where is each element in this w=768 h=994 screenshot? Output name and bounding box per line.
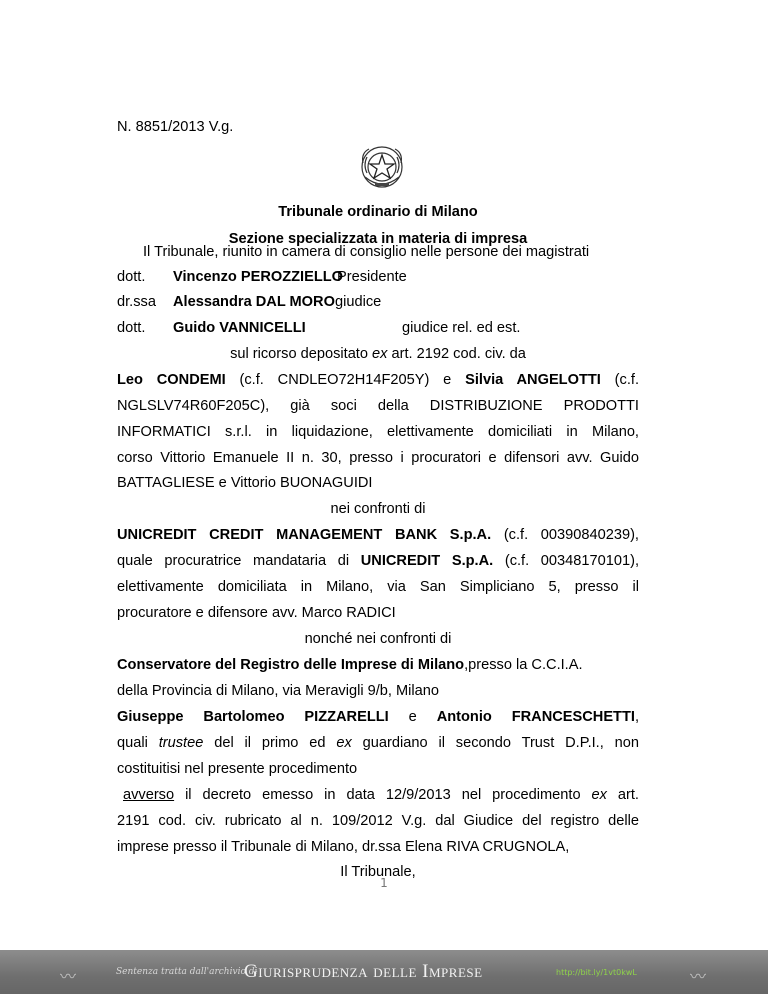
trustees-line-3: costituitisi nel presente procedimento [117,761,358,777]
petition-line [117,345,639,363]
applicants-line-2: NGLSLV74R60F205C), già soci della DISTRIBUZIONE PRODOTTI [117,398,639,414]
respondent-line-1 [117,526,639,544]
judge-name: Vincenzo PEROZZIELLO [173,269,344,285]
trustee-name: Giuseppe Bartolomeo PIZZARELLI [117,709,389,725]
trustee-text: quali [117,735,148,751]
ornament-icon: 〰 [60,969,77,986]
applicants-line-1 [117,371,639,389]
respondent-line-4: procuratore e difensore avv. Marco RADICI [117,605,396,621]
registrar-text: ,presso la C.C.I.A. [464,657,583,673]
footer-source-label: Sentenza tratta dall'archivio di [116,967,258,977]
judge-title: dott. [117,269,146,285]
intro-text: Il Tribunale, riunito in camera di consiglio nelle persone dei magistrati [143,244,590,260]
footer-brand: Giurisprudenza delle Imprese [244,961,483,982]
trustee-text: del il primo ed [214,735,326,751]
applicant-cf: (c.f. CNDLEO72H14F205Y) e [239,372,452,388]
judge-role: Presidente [337,269,407,285]
against-label: nei confronti di [330,501,426,517]
respondent-cf: (c.f. 00390840239), [503,527,639,543]
respondent-line-2 [117,552,639,570]
appeal-keyword: avverso [123,787,175,803]
trustee-comma: , [634,709,640,725]
respondent-line-3: elettivamente domiciliata in Milano, via San Simpliciano 5, presso il [117,579,639,595]
trustee-term: trustee [158,735,204,751]
petition-ex: ex [372,346,388,362]
trustee-ex: ex [336,735,352,751]
appeal-text: art. [617,787,639,803]
page-number: 1 [380,876,388,890]
judge-title: dr.ssa [117,294,156,310]
closing-text: Il Tribunale, [340,864,416,880]
italian-republic-emblem-icon [357,143,407,193]
trustee-name: Antonio FRANCESCHETTI [436,709,635,725]
appeal-line-3: imprese presso il Tribunale di Milano, dr.ssa Elena RIVA CRUGNOLA, [117,839,570,855]
judge-title: dott. [117,320,146,336]
respondent-name: UNICREDIT S.p.A. [360,553,494,569]
appeal-line-2: 2191 cod. civ. rubricato al n. 109/2012 V.g. dal Giudice del registro delle [117,813,639,829]
registrar-line-2: della Provincia di Milano, via Meravigli 9/b, Milano [117,683,440,699]
judge-role: giudice [335,294,382,310]
applicants-line-3: INFORMATICI s.r.l. in liquidazione, elettivamente domiciliati in Milano, [117,424,639,440]
applicants-line-5: BATTAGLIESE e Vittorio BUONAGUIDI [117,475,373,491]
footer-banner [0,950,768,994]
petition-text: art. 2192 cod. civ. da [387,346,526,362]
footer-url-link[interactable]: http://bit.ly/1vt0kwL [556,968,637,977]
court-name: Tribunale ordinario di Milano [278,204,478,220]
trustee-conjunction: e [408,709,417,725]
petition-text: sul ricorso depositato [230,346,373,362]
ornament-icon: 〰 [690,969,707,986]
appeal-text: il decreto emesso in data 12/9/2013 nel procedimento [185,787,581,803]
case-number: N. 8851/2013 V.g. [117,119,234,135]
respondent-name: UNICREDIT CREDIT MANAGEMENT BANK S.p.A. [117,527,492,543]
registrar-line-1 [117,656,639,674]
trustee-text: guardiano il secondo Trust D.P.I., non [362,735,640,751]
judge-name: Guido VANNICELLI [173,320,306,336]
applicant-name: Silvia ANGELOTTI [465,372,601,388]
judge-row [117,319,639,337]
trustees-line-1 [117,708,639,726]
also-against-label: nonché nei confronti di [304,631,452,647]
respondent-cf: (c.f. 00348170101), [504,553,640,569]
trustees-line-2 [117,734,639,752]
judge-name: Alessandra DAL MORO [173,294,335,310]
applicant-cf: (c.f. [614,372,639,388]
judge-role: giudice rel. ed est. [402,320,521,336]
registrar-name: Conservatore del Registro delle Imprese di Milano [117,657,465,673]
appeal-ex: ex [591,787,607,803]
court-section: Sezione specializzata in materia di impresa [228,231,528,247]
respondent-text: quale procuratrice mandataria di [117,553,350,569]
judge-row [117,268,639,286]
applicant-name: Leo CONDEMI [117,372,226,388]
judge-row [117,293,639,311]
appeal-line-1 [123,786,639,804]
applicants-line-4: corso Vittorio Emanuele II n. 30, presso i procuratori e difensori avv. Guido [117,450,639,466]
